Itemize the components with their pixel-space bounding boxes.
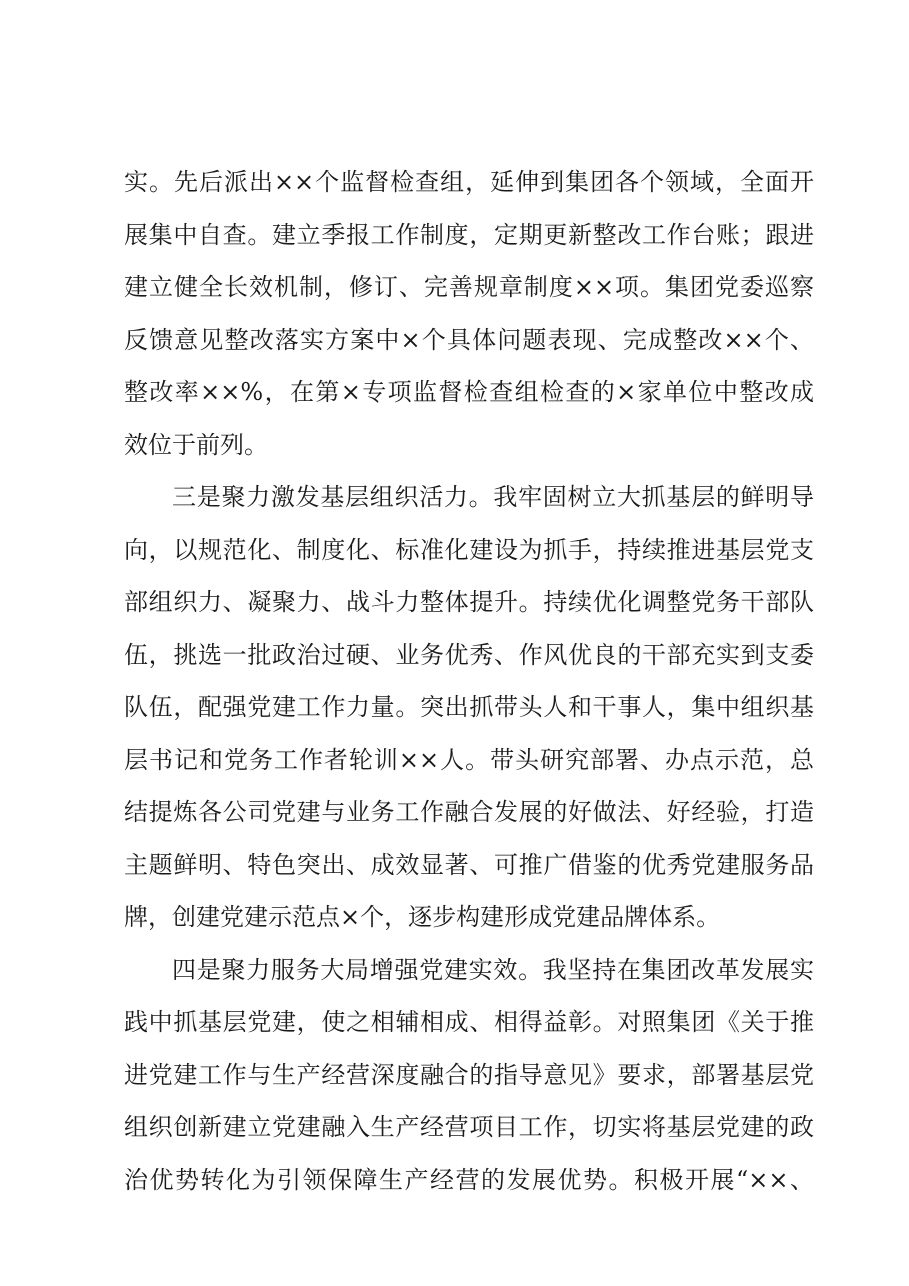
text-line: 四是聚力服务大局增强党建实效。我坚持在集团改革发展实 (172, 955, 814, 984)
text-line: 牌，创建党建示范点×个，逐步构建形成党建品牌体系。 (124, 903, 721, 931)
body-text (124, 156, 814, 1206)
text-line: 队伍，配强党建工作力量。突出抓带头人和干事人，集中组织基 (124, 693, 814, 721)
text-line: 向，以规范化、制度化、标准化建设为抓手，持续推进基层党支 (124, 535, 814, 564)
text-line: 践中抓基层党建，使之相辅相成、相得益彰。对照集团《关于推 (124, 1008, 814, 1036)
text-line: 组织创新建立党建融入生产经营项目工作，切实将基层党建的政 (124, 1113, 814, 1141)
paragraph-3 (124, 944, 814, 1207)
text-line: 治优势转化为引领保障生产经营的发展优势。积极开展“××、 (124, 1165, 814, 1194)
text-line: 整改率××%，在第×专项监督检查组检查的×家单位中整改成 (124, 378, 814, 406)
text-line: 反馈意见整改落实方案中×个具体问题表现、完成整改××个、 (124, 325, 814, 354)
text-line: 建立健全长效机制，修订、完善规章制度××项。集团党委巡察 (124, 273, 814, 301)
text-line: 主题鲜明、特色突出、成效显著、可推广借鉴的优秀党建服务品 (124, 850, 814, 879)
text-line: 三是聚力激发基层组织活力。我牢固树立大抓基层的鲜明导 (172, 483, 814, 511)
text-line: 部组织力、凝聚力、战斗力整体提升。持续优化调整党务干部队 (124, 588, 814, 616)
text-line: 结提炼各公司党建与业务工作融合发展的好做法、好经验，打造 (124, 798, 814, 826)
text-line: 效位于前列。 (124, 430, 268, 459)
paragraph-2 (124, 471, 814, 944)
text-line: 展集中自查。建立季报工作制度，定期更新整改工作台账；跟进 (124, 220, 814, 249)
paragraph-1 (124, 156, 814, 471)
text-line: 层书记和党务工作者轮训××人。带头研究部署、办点示范，总 (124, 745, 814, 774)
text-line: 实。先后派出××个监督检查组，延伸到集团各个领域，全面开 (124, 168, 814, 196)
text-line: 伍，挑选一批政治过硬、业务优秀、作风优良的干部充实到支委 (124, 640, 814, 669)
text-line: 进党建工作与生产经营深度融合的指导意见》要求，部署基层党 (124, 1060, 814, 1089)
